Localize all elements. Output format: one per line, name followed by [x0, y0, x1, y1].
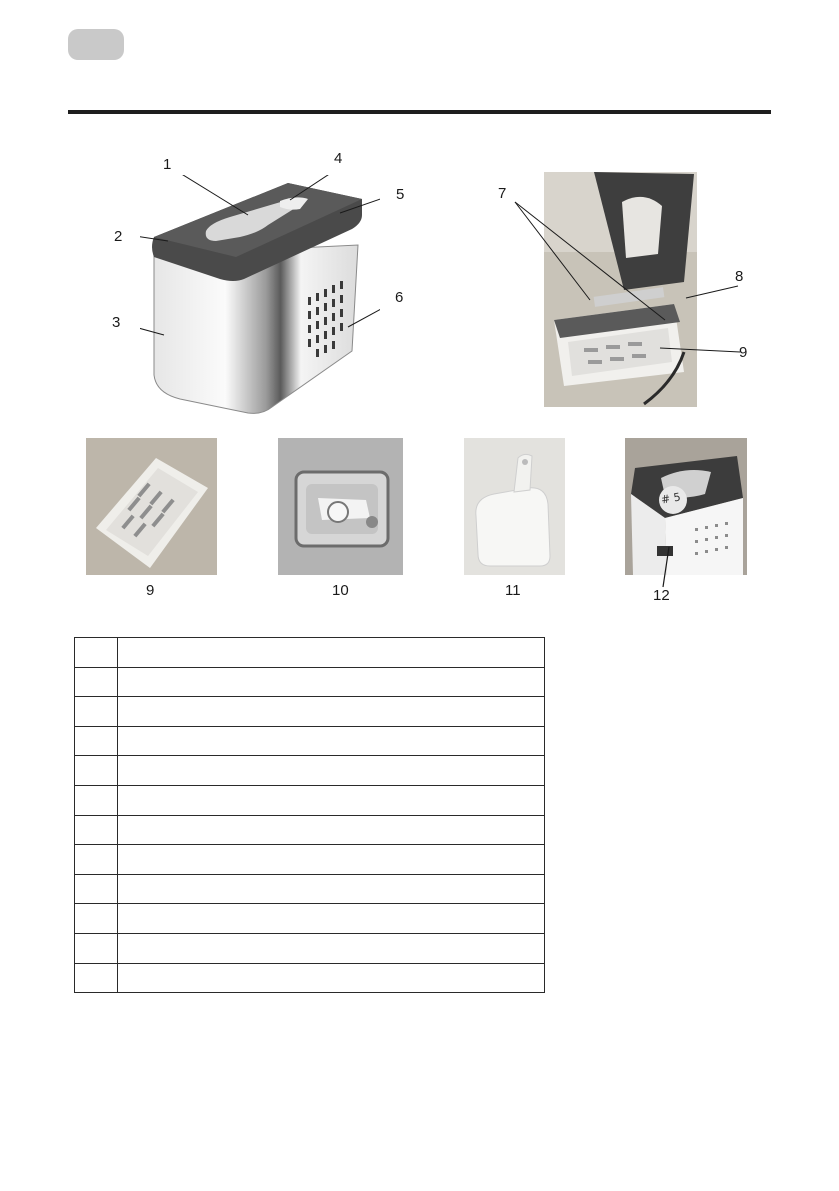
- part-description-cell: [118, 845, 545, 875]
- part-number-cell: [75, 697, 118, 727]
- table-row: [75, 963, 545, 993]
- part-number-cell: [75, 963, 118, 993]
- table-row: [75, 667, 545, 697]
- part-number-cell: [75, 815, 118, 845]
- part-number-cell: [75, 845, 118, 875]
- callout-9: 9: [739, 344, 748, 361]
- part-description-cell: [118, 815, 545, 845]
- part-number-cell: [75, 785, 118, 815]
- part-description-cell: [118, 726, 545, 756]
- part-description-cell: [118, 756, 545, 786]
- part-number-cell: [75, 756, 118, 786]
- table-row: [75, 874, 545, 904]
- table-row: [75, 904, 545, 934]
- callout-7: 7: [498, 185, 507, 202]
- basket-photo: [86, 438, 217, 575]
- callout-3: 3: [112, 314, 121, 331]
- part-description-cell: [118, 667, 545, 697]
- drain-leader: [655, 545, 675, 590]
- part-number-cell: [75, 638, 118, 668]
- table-row: [75, 697, 545, 727]
- table-row: [75, 638, 545, 668]
- callout-2: 2: [114, 228, 123, 245]
- callout-6: 6: [395, 289, 404, 306]
- caption-10: 10: [332, 582, 349, 599]
- table-row: [75, 785, 545, 815]
- table-row: [75, 933, 545, 963]
- open-figure-leaders: [500, 180, 760, 370]
- caption-9: 9: [146, 582, 155, 599]
- table-row: [75, 815, 545, 845]
- callout-8: 8: [735, 268, 744, 285]
- water-tray-photo: [278, 438, 403, 575]
- part-description-cell: [118, 874, 545, 904]
- part-description-cell: [118, 638, 545, 668]
- lid-mark: # 5: [660, 490, 682, 507]
- part-number-cell: [75, 726, 118, 756]
- part-description-cell: [118, 933, 545, 963]
- table-row: [75, 845, 545, 875]
- part-number-cell: [75, 933, 118, 963]
- caption-12: 12: [653, 587, 670, 604]
- callout-5: 5: [396, 186, 405, 203]
- callout-1: 1: [163, 156, 172, 173]
- part-number-cell: [75, 874, 118, 904]
- header-rule: [68, 110, 771, 114]
- scoop-photo: [464, 438, 565, 575]
- table-row: [75, 726, 545, 756]
- caption-11: 11: [505, 582, 521, 599]
- parts-table: [74, 637, 545, 993]
- part-description-cell: [118, 697, 545, 727]
- part-number-cell: [75, 667, 118, 697]
- part-description-cell: [118, 904, 545, 934]
- table-row: [75, 756, 545, 786]
- part-number-cell: [75, 904, 118, 934]
- part-description-cell: [118, 785, 545, 815]
- ice-maker-illustration: [140, 175, 380, 425]
- callout-4: 4: [334, 150, 343, 167]
- part-description-cell: [118, 963, 545, 993]
- language-tab: [68, 29, 124, 60]
- drain-plug-photo: [625, 438, 747, 575]
